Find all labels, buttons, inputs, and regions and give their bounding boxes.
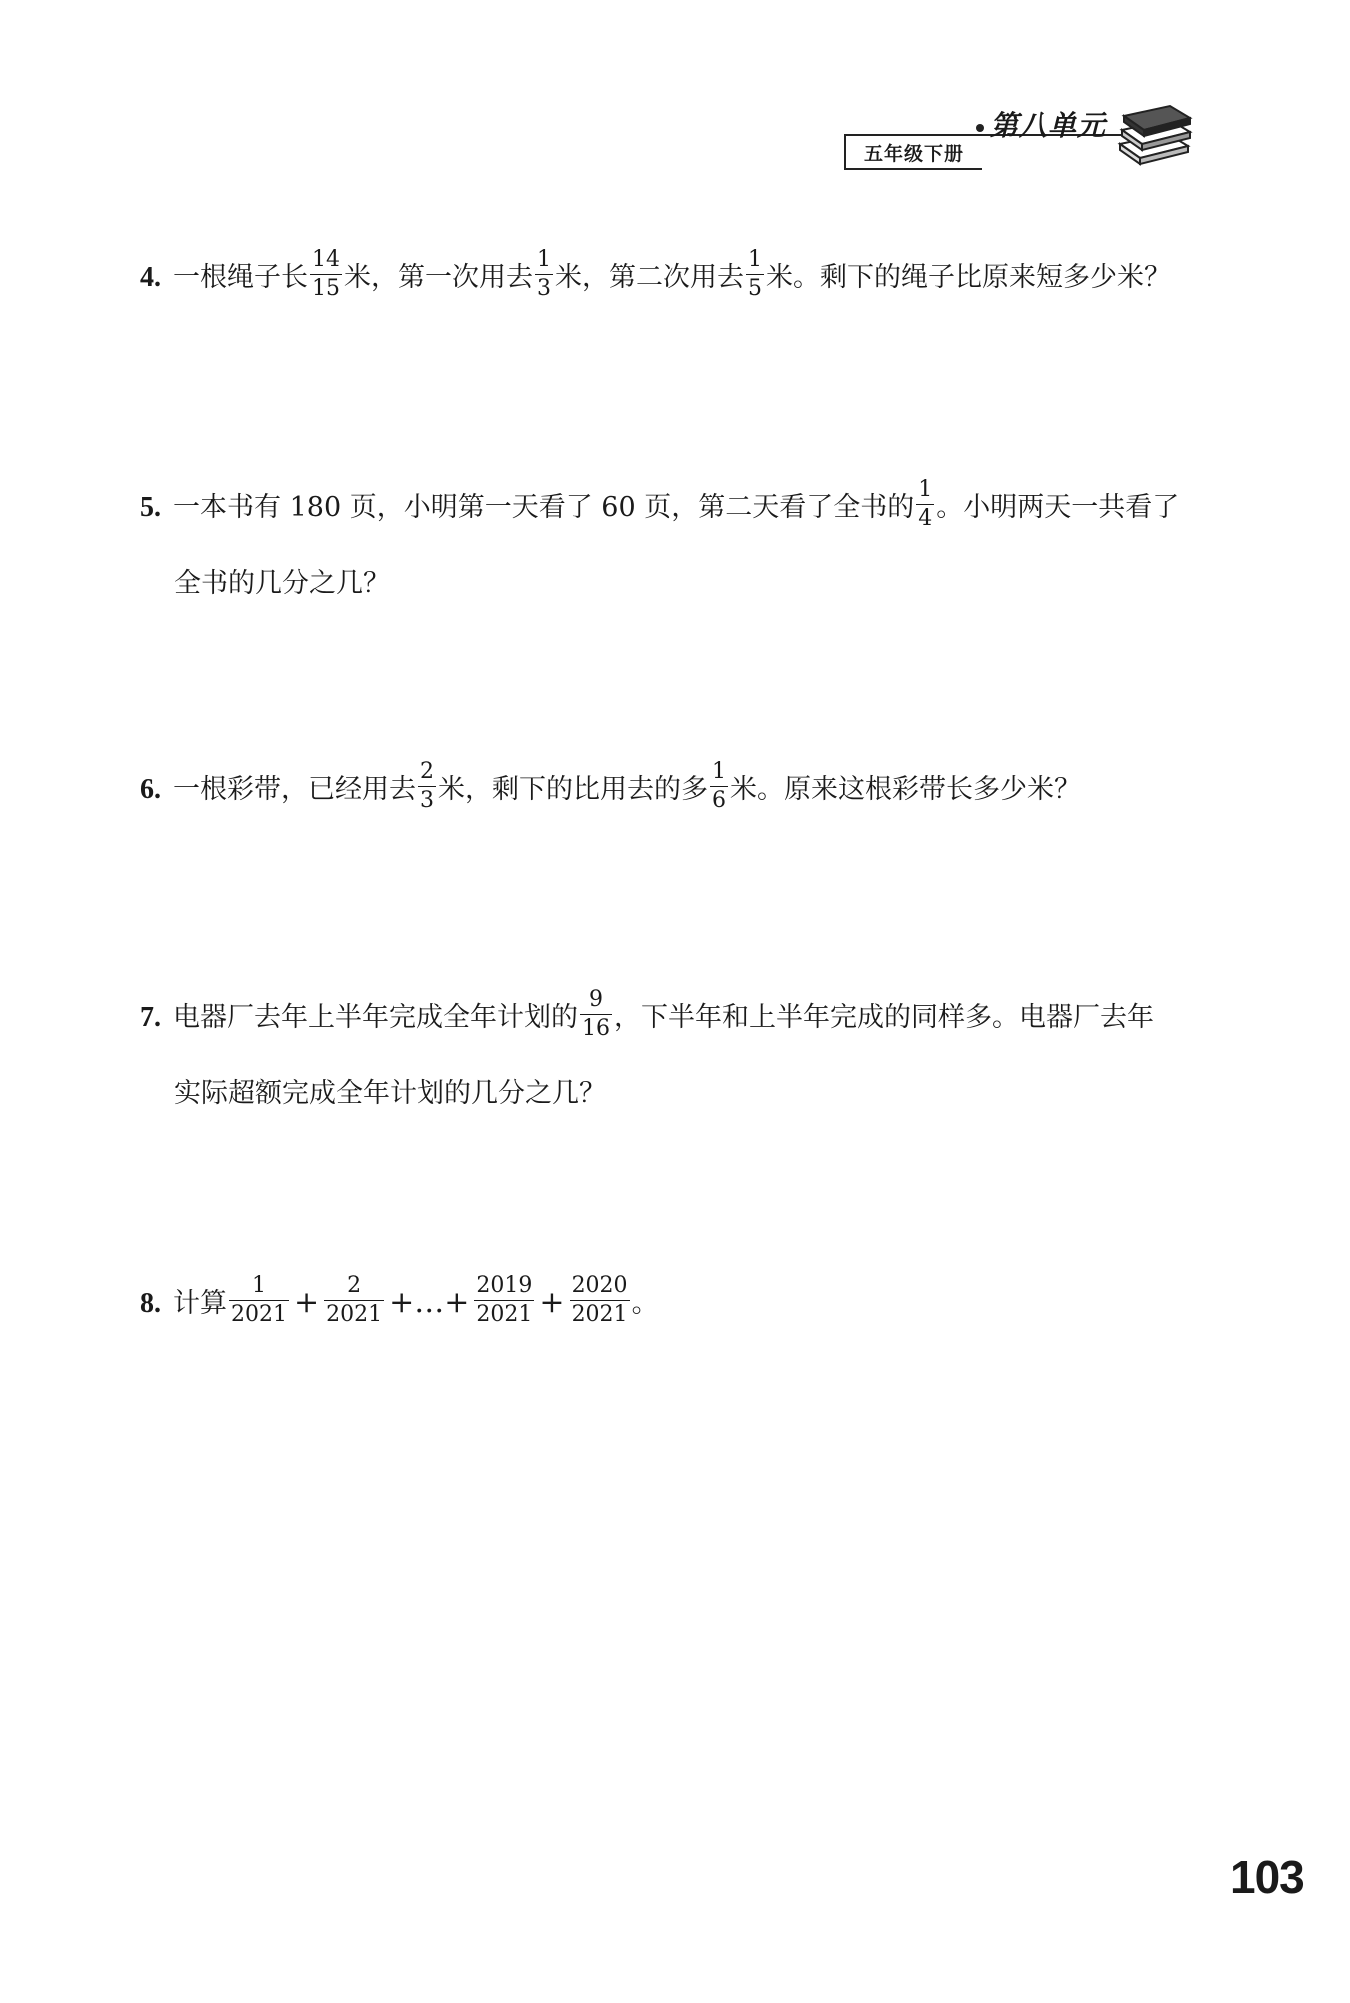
question-text: 。小明两天一共看了 xyxy=(936,492,1180,523)
plus-operator: + xyxy=(539,1285,565,1320)
plus-operator: + xyxy=(294,1285,320,1320)
question-text: 米。原来这根彩带长多少米？ xyxy=(730,774,1081,805)
question-text: 。 xyxy=(631,1288,659,1319)
unit-title: 第八单元 xyxy=(990,109,1107,142)
denominator: 6 xyxy=(712,788,726,813)
grade-label: 五年级下册 xyxy=(844,134,982,170)
header-dot xyxy=(976,124,984,132)
fraction xyxy=(746,249,764,300)
denominator: 2021 xyxy=(326,1302,383,1327)
question-5 xyxy=(140,470,1200,622)
question-text: 计算 xyxy=(173,1288,227,1319)
fraction xyxy=(710,761,728,812)
denominator: 3 xyxy=(420,788,434,813)
question-text: 全书的几分之几？ xyxy=(174,568,390,599)
books-icon xyxy=(1114,104,1194,166)
question-number: 7. xyxy=(140,1002,161,1033)
denominator: 2021 xyxy=(476,1302,533,1327)
question-text: 实际超额完成全年计划的几分之几？ xyxy=(174,1078,606,1109)
denominator: 16 xyxy=(582,1016,610,1041)
fraction xyxy=(570,1275,630,1326)
question-text: 米，第一次用去 xyxy=(344,262,533,293)
question-text: 米，第二次用去 xyxy=(555,262,744,293)
denominator: 5 xyxy=(748,276,762,301)
numerator: 2020 xyxy=(571,1273,628,1298)
denominator: 4 xyxy=(918,506,933,531)
denominator: 2021 xyxy=(231,1302,287,1327)
numerator: 2019 xyxy=(476,1273,533,1298)
question-number: 6. xyxy=(140,774,161,805)
fraction xyxy=(535,249,553,300)
numerator: 1 xyxy=(748,247,762,272)
question-text: 米。剩下的绳子比原来短多少米？ xyxy=(766,262,1171,293)
numerator: 2 xyxy=(347,1273,362,1298)
question-line xyxy=(140,980,1200,1056)
numerator: 14 xyxy=(312,247,340,272)
numerator: 1 xyxy=(712,759,726,784)
ellipsis-operator: +…+ xyxy=(389,1285,470,1320)
fraction xyxy=(418,761,436,812)
numerator: 1 xyxy=(537,247,551,272)
question-text: 电器厂去年上半年完成全年计划的 xyxy=(173,1002,578,1033)
question-text: ，下半年和上半年完成的同样多。电器厂去年 xyxy=(614,1002,1154,1033)
question-8 xyxy=(140,1265,1200,1342)
fraction xyxy=(580,989,612,1040)
question-line xyxy=(140,470,1200,546)
fraction xyxy=(310,249,342,300)
numerator: 1 xyxy=(918,477,933,502)
question-text: 一本书有 180 页，小明第一天看了 60 页，第二天看了全书的 xyxy=(173,492,915,523)
question-number: 5. xyxy=(140,492,161,523)
denominator: 2021 xyxy=(571,1302,628,1327)
page-header xyxy=(844,104,1194,166)
page-number: 103 xyxy=(1230,1851,1304,1903)
question-number: 4. xyxy=(140,262,161,293)
question-text: 米，剩下的比用去的多 xyxy=(438,774,708,805)
denominator: 15 xyxy=(312,276,340,301)
fraction xyxy=(916,479,934,530)
question-7 xyxy=(140,980,1200,1132)
numerator: 9 xyxy=(589,987,603,1012)
question-4 xyxy=(140,240,1200,316)
fraction xyxy=(474,1275,534,1326)
numerator: 1 xyxy=(252,1273,266,1298)
numerator: 2 xyxy=(420,759,434,784)
question-text: 一根彩带，已经用去 xyxy=(173,774,416,805)
denominator: 3 xyxy=(537,276,551,301)
question-6 xyxy=(140,752,1200,828)
fraction xyxy=(229,1275,289,1326)
question-text: 一根绳子长 xyxy=(173,262,308,293)
fraction xyxy=(324,1275,384,1326)
question-number: 8. xyxy=(140,1288,161,1319)
